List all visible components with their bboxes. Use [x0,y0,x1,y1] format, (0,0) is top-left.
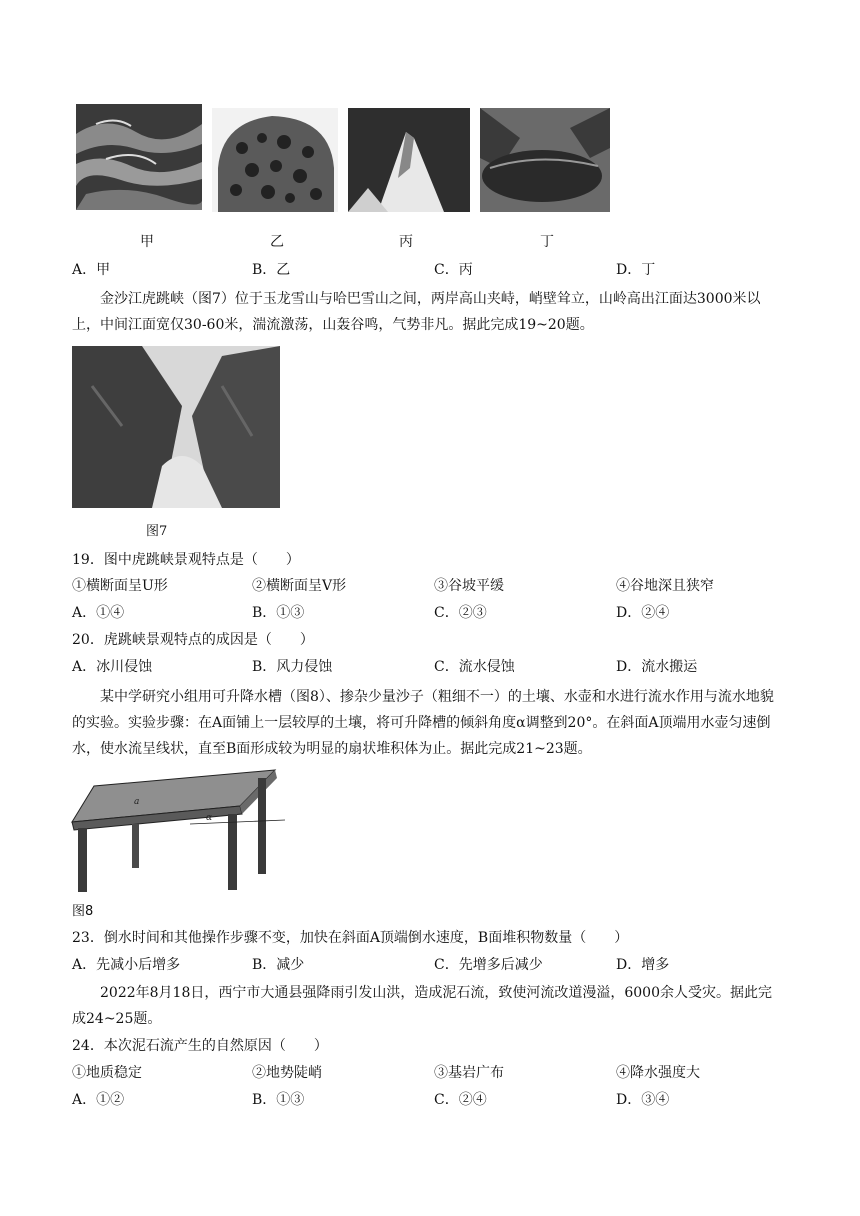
photo-label-jia: 甲 [140,234,154,250]
q24-option-c: C．②④ [434,1092,487,1108]
q19-stem: 19．图中虎跳峡景观特点是（ ） [72,552,300,568]
q18-option-d: D．丁 [616,262,656,278]
fig8-diagram [70,764,290,894]
q20-stem: 20．虎跳峡景观特点的成因是（ ） [72,632,314,648]
photo-ding [480,108,610,212]
photo-bing [348,108,470,212]
q24-option-b: B．①③ [252,1092,305,1108]
q24-option-d: D．③④ [616,1092,670,1108]
q19-option-c: C．②③ [434,605,487,621]
q19-statement-3: ③谷坡平缓 [434,578,504,594]
q19-option-b: B．①③ [252,605,305,621]
q18-option-a: A．甲 [72,262,111,278]
fig8-label-alpha: α [206,813,213,823]
q23-stem: 23．倒水时间和其他操作步骤不变，加快在斜面A顶端倒水速度，B面堆积物数量（ ） [72,930,629,946]
passage-19-20: 金沙江虎跳峡（图7）位于玉龙雪山与哈巴雪山之间，两岸高山夹峙，峭壁耸立，山岭高出江面达3000米以上，中间江面宽仅30-60米，湍流激荡，山轰谷鸣，气势非凡。据此完成19~20题。 [72,291,761,333]
passage-21-23: 某中学研究小组用可升降水槽（图8）、掺杂少量沙子（粗细不一）的土壤、水壶和水进行流水作用与流水地貌的实验。实验步骤：在A面铺上一层较厚的土壤，将可升降槽的倾斜角度α调整到20°。在斜面A顶端用水壶匀速倒水，使水流呈线状，直至B面形成较为明显的扇状堆积体为止。据此完成21~23题。 [72,689,774,757]
cirque-lake-photo-icon [480,108,610,212]
q24-statement-4: ④降水强度大 [616,1065,700,1081]
q18-option-c: C．丙 [434,262,473,278]
sand-dune-photo-icon [76,104,202,210]
q20-option-a: A．冰川侵蚀 [72,659,153,675]
q18-option-b: B．乙 [252,262,291,278]
q19-statement-1: ①横断面呈U形 [72,578,168,594]
q20-option-c: C．流水侵蚀 [434,659,515,675]
water-trough-diagram-icon [70,764,290,894]
photo-label-ding: 丁 [540,234,554,250]
fig8-label-a: a [134,797,140,807]
honeycomb-rock-photo-icon [212,108,338,212]
q20-option-b: B．风力侵蚀 [252,659,333,675]
q19-statement-2: ②横断面呈V形 [252,578,347,594]
q24-option-a: A．①② [72,1092,125,1108]
passage-24-25: 2022年8月18日，西宁市大通县强降雨引发山洪，造成泥石流，致使河流改道漫溢，6000余人受灾。据此完成24~25题。 [72,985,772,1027]
q23-option-b: B．减少 [252,957,305,973]
fig7-photo [72,346,280,508]
photo-jia [76,104,202,210]
q24-statement-3: ③基岩广布 [434,1065,504,1081]
q19-option-a: A．①④ [72,605,125,621]
q20-option-d: D．流水搬运 [616,659,698,675]
q19-option-d: D．②④ [616,605,670,621]
q19-statement-4: ④谷地深且狭窄 [616,578,714,594]
q23-option-d: D．增多 [616,957,670,973]
fig7-caption: 图7 [146,524,168,539]
photo-label-bing: 丙 [399,234,413,250]
horn-peak-photo-icon [348,108,470,212]
photo-label-yi: 乙 [270,234,284,250]
q23-option-a: A．先减小后增多 [72,957,181,973]
gorge-photo-icon [72,346,280,508]
q24-statement-1: ①地质稳定 [72,1065,142,1081]
q23-option-c: C．先增多后减少 [434,957,543,973]
fig8-caption: 图8 [72,904,94,919]
photo-yi [212,108,338,212]
q24-stem: 24．本次泥石流产生的自然原因（ ） [72,1038,328,1054]
q24-statement-2: ②地势陡峭 [252,1065,322,1081]
